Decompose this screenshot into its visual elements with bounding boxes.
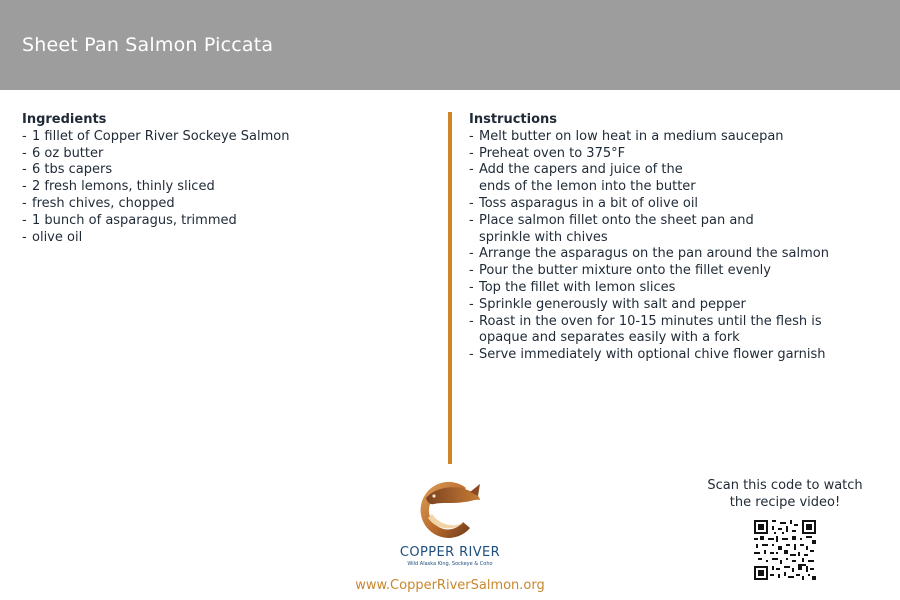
website-link[interactable]: www.CopperRiverSalmon.org [355, 578, 545, 593]
instruction-step: - Add the capers and juice of the ends of the lemon into the butter [469, 162, 889, 196]
ingredients-section [22, 112, 422, 246]
brand-tagline: Wild Alaska King, Sockeye & Coho [407, 561, 493, 567]
instruction-step: - Top the fillet with lemon slices [469, 280, 889, 297]
instruction-step: - Serve immediately with optional chive flower garnish [469, 347, 889, 364]
ingredients-list [22, 129, 422, 247]
instruction-step: - Preheat oven to 375°F [469, 146, 889, 163]
ingredient-item: - olive oil [22, 230, 422, 247]
instruction-step: - Melt butter on low heat in a medium saucepan [469, 129, 889, 146]
ingredient-item: - 1 bunch of asparagus, trimmed [22, 213, 422, 230]
instructions-section [469, 112, 889, 364]
qr-code-icon[interactable] [754, 520, 816, 580]
ingredient-item: - 6 tbs capers [22, 162, 422, 179]
qr-caption: Scan this code to watch the recipe video! [707, 478, 863, 510]
ingredient-item: - 2 fresh lemons, thinly sliced [22, 179, 422, 196]
instruction-step: - Roast in the oven for 10-15 minutes until the flesh is opaque and separates easily with a fork [469, 314, 889, 348]
instruction-step: - Pour the butter mixture onto the fillet evenly [469, 263, 889, 280]
salmon-logo-icon [414, 478, 484, 540]
brand-name: COPPER RIVER [399, 545, 501, 560]
instruction-step: - Toss asparagus in a bit of olive oil [469, 196, 889, 213]
recipe-title: Sheet Pan Salmon Piccata [22, 34, 274, 56]
column-divider [448, 112, 452, 464]
instructions-heading: Instructions [469, 112, 558, 127]
ingredient-item: - 1 fillet of Copper River Sockeye Salmon [22, 129, 422, 146]
instruction-step: - Arrange the asparagus on the pan around the salmon [469, 246, 889, 263]
instruction-step: - Sprinkle generously with salt and pepper [469, 297, 889, 314]
ingredients-heading: Ingredients [22, 112, 107, 127]
instructions-list [469, 129, 889, 364]
ingredient-item: - 6 oz butter [22, 146, 422, 163]
ingredient-item: - fresh chives, chopped [22, 196, 422, 213]
header-bar [0, 0, 900, 90]
instruction-step: - Place salmon fillet onto the sheet pan and sprinkle with chives [469, 213, 889, 247]
